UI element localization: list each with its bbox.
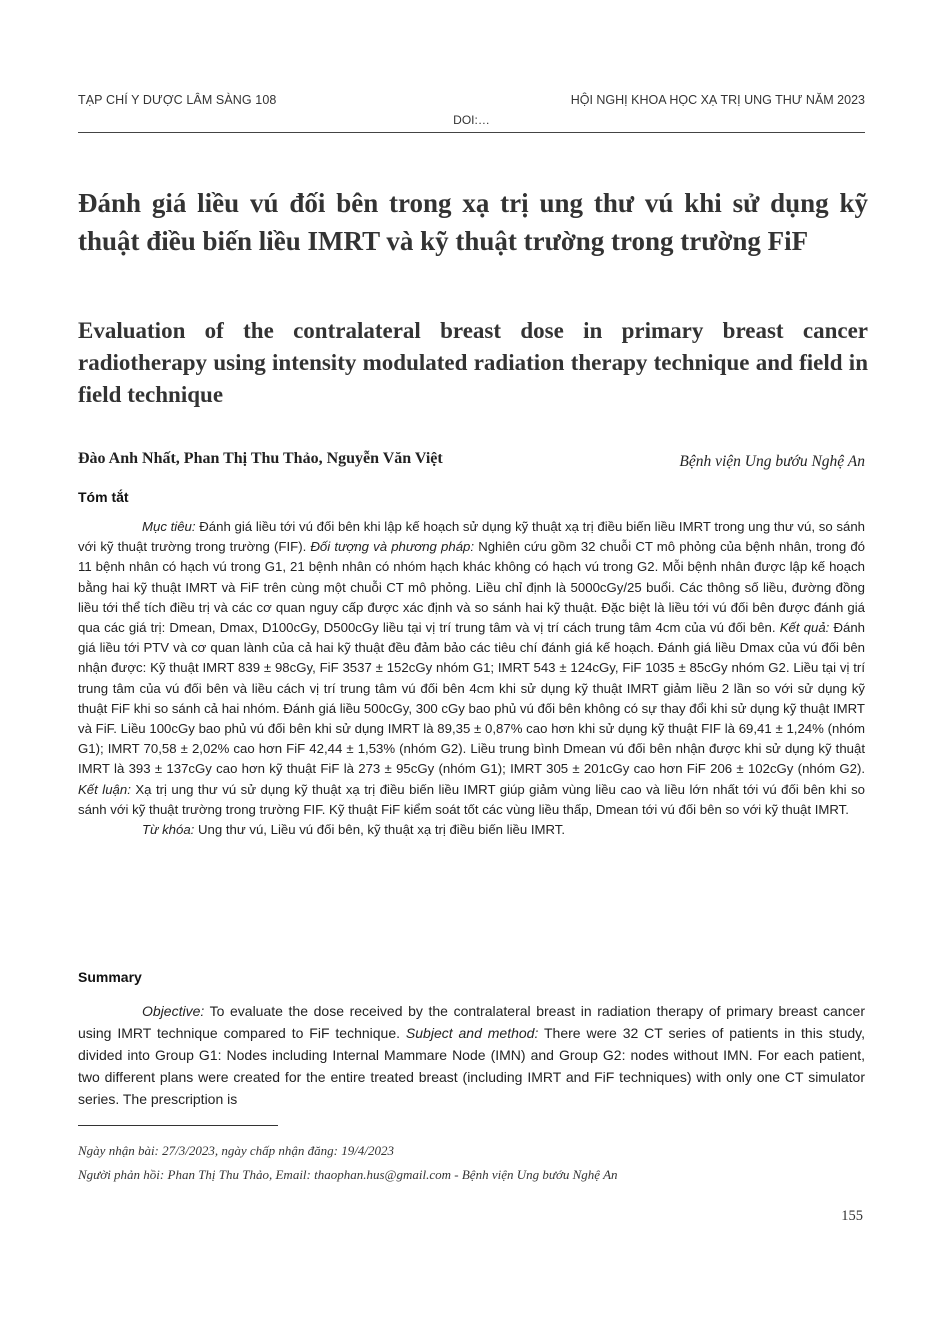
- tom-tat-paragraph: [78, 517, 865, 820]
- tu-khoa-paragraph: [78, 820, 865, 840]
- doi: DOI:…: [453, 113, 490, 127]
- tom-tat-body: [78, 517, 865, 840]
- objective-text: To evaluate the dose received by the contralateral breast in radiation therapy of primary breast cancer using IMRT technique compared to FiF technique.: [78, 1003, 865, 1041]
- ket-qua-text: Đánh giá liều tới PTV và cơ quan lành của cả hai kỹ thuật đều đảm bảo các tiêu chí đánh giá kế hoạch. Đánh giá liều Dmax của vú đối bên nhận được: Kỹ thuật IMRT 839 ± 98cGy, FiF 3537 ± 152cGy nhóm G1; IMRT 543 ± 124cGy, FiF 1035 ± 85cGy nhóm G2. Liều tại vị trí trung tâm của vú đối bên và liều cách vị trí trung tâm vú đối bên 4cm khi sử dụng kỹ thuật IMRT giảm liều 2 lần so với sử dụng kỹ thuật FiF khi so sánh cả hai nhóm. Đánh giá liều 500cGy, 300 cGy bao phủ vú đối bên không có sự thay đổi khi sử dụng kỹ thuật IMRT và FiF. Liều 100cGy bao phủ vú đối bên khi sử dụng IMRT là 89,35 ± 0,87% cao hơn khi sử dụng kỹ thuật FIF là 69,41 ± 1,24% (nhóm G1); IMRT 70,58 ± 2,02% cao hơn FiF 42,44 ± 1,53% (nhóm G2). Liều trung bình Dmean vú đối bên nhận được khi sử dụng kỹ thuật IMRT là 393 ± 137cGy cao hơn kỹ thuật FiF là 273 ± 95cGy (nhóm G1); IMRT 305 ± 201cGy cao hơn FiF 206 ± 102cGy (nhóm G2).: [78, 620, 866, 777]
- footnote-dates: Ngày nhận bài: 27/3/2023, ngày chấp nhận đăng: 19/4/2023: [78, 1143, 394, 1158]
- footnote-rule: [78, 1125, 278, 1126]
- ket-qua-label: Kết quả:: [779, 620, 830, 636]
- tu-khoa-label: Từ khóa:: [142, 822, 195, 838]
- page-number: 155: [841, 1208, 863, 1224]
- doi-tuong-text: Nghiên cứu gồm 32 chuỗi CT mô phỏng của bệnh nhân, trong đó 11 bệnh nhân có hạch vú trong G1, 21 bệnh nhân có nhóm hạch khác không có hạch vú trong G2. Mỗi bệnh nhân được lập kế hoạch bằng hai kỹ thuật IMRT và FiF trên cùng một chuỗi CT mô phỏng. Liều chỉ định là 5000cGy/25 buổi. Các thông số liều, đường đồng liều tới thể tích điều trị và các cơ quan nguy cấp được xác định và so sánh hai kỹ thuật. Đặc biệt là liều tới vú đối bên được đánh giá qua các giá trị: Dmean, Dmax, D100cGy, D500cGy liều tại vị trí trung tâm và vị trí cách trung tâm 4cm của vú đối bên.: [78, 539, 866, 636]
- tu-khoa-text: Ung thư vú, Liều vú đối bên, kỹ thuật xạ trị điều biến liều IMRT.: [194, 822, 566, 838]
- footnote-reviewer: Người phản hồi: Phan Thị Thu Thảo, Email: thaophan.hus@gmail.com - Bệnh viện Ung bướu Nghệ An: [78, 1167, 618, 1182]
- title-english: Evaluation of the contralateral breast dose in primary breast cancer radiotherapy using intensity modulated radiation therapy technique and field in field technique: [78, 318, 868, 407]
- muc-tieu-text: Đánh giá liều tới vú đối bên khi lập kế hoạch sử dụng kỹ thuật xạ trị điều biến liều IMRT trong ung thư vú, so sánh với kỹ thuật trường trong trường (FIF).: [78, 519, 865, 555]
- method-label: Subject and method:: [405, 1025, 539, 1041]
- ket-luan-text: Xạ trị ung thư vú sử dụng kỹ thuật xạ trị điều biến liều IMRT giúp giảm vùng liều cao và liều lớn nhất tới vú đối bên khi so sánh với kỹ thuật trường trong trường FIF. Kỹ thuật FiF kiểm soát tốt các vùng liều thấp, Dmean tới vú đối bên so với kỹ thuật IMRT.: [78, 781, 865, 817]
- header-rule: [78, 132, 865, 133]
- title-vietnamese: Đánh giá liều vú đối bên trong xạ trị ung thư vú khi sử dụng kỹ thuật điều biến liều IMRT và kỹ thuật trường trong trường FiF: [78, 188, 868, 256]
- summary-body: [78, 1000, 865, 1110]
- doi-tuong-label: Đối tượng và phương pháp:: [310, 539, 475, 555]
- authors: Đào Anh Nhất, Phan Thị Thu Thảo, Nguyễn Văn Việt: [78, 450, 443, 467]
- journal-name: TẠP CHÍ Y DƯỢC LÂM SÀNG 108: [78, 93, 277, 107]
- objective-label: Objective:: [142, 1003, 205, 1019]
- tom-tat-heading: Tóm tắt: [78, 489, 129, 505]
- summary-paragraph: [78, 1000, 865, 1110]
- method-text: There were 32 CT series of patients in this study, divided into Group G1: Nodes including Internal Mammare Node (IMN) and Group G2: nodes without IMN. For each patient, two different plans were created for the entire treated breast (including IMRT and FiF techniques) with only one CT simulator series. The prescription is: [78, 1025, 866, 1107]
- affiliation: Bệnh viện Ung bướu Nghệ An: [679, 453, 865, 470]
- conference-name: HỘI NGHỊ KHOA HỌC XẠ TRỊ UNG THƯ NĂM 2023: [570, 93, 865, 107]
- muc-tieu-label: Mục tiêu:: [142, 519, 196, 534]
- ket-luan-label: Kết luận:: [78, 781, 131, 797]
- summary-heading: Summary: [78, 969, 142, 985]
